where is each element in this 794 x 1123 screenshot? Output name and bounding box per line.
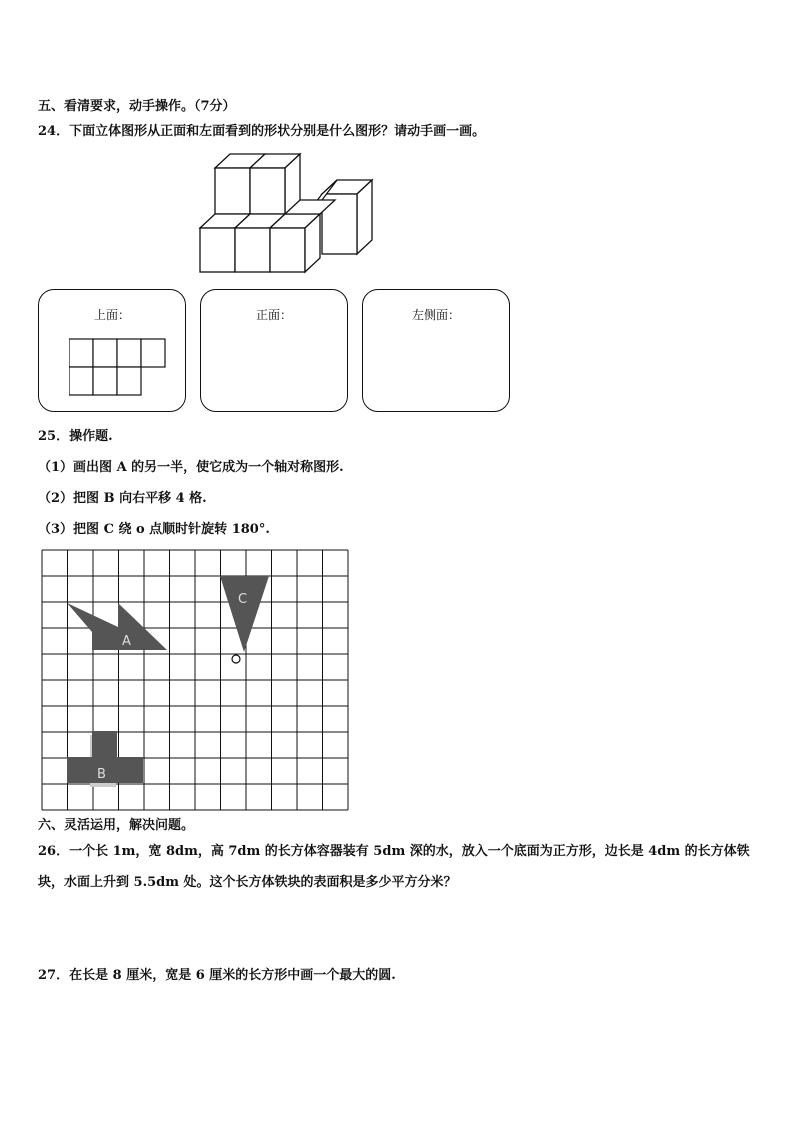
q25-item-2: （2）把图 B 向右平移 4 格. bbox=[38, 491, 207, 506]
shape-b-label: B bbox=[97, 767, 106, 782]
panel-top-view bbox=[38, 289, 186, 412]
transform-grid bbox=[40, 548, 355, 813]
point-o bbox=[232, 655, 240, 663]
section5-heading: 五、看清要求，动手操作。（7分） bbox=[38, 99, 236, 114]
q26-text-line1: 26．一个长 1m，宽 8dm，高 7dm 的长方体容器装有 5dm 深的水，放入一个底面为正方形，边长是 4dm 的长方体铁 bbox=[38, 844, 750, 859]
q27-text: 27．在长是 8 厘米，宽是 6 厘米的长方形中画一个最大的圆. bbox=[38, 968, 396, 983]
q24-prompt: 24．下面立体图形从正面和左面看到的形状分别是什么图形？请动手画一画。 bbox=[38, 124, 486, 139]
cube-figure bbox=[195, 150, 380, 278]
cube-face bbox=[235, 228, 270, 272]
shape-c-label: C bbox=[238, 592, 248, 607]
q25-item-1: （1）画出图 A 的另一半，使它成为一个轴对称图形. bbox=[38, 460, 344, 475]
q26-text-line2: 块，水面上升到 5.5dm 处。这个长方体铁块的表面积是多少平方分米？ bbox=[38, 875, 457, 890]
cube-face bbox=[270, 228, 305, 272]
shape-c bbox=[220, 576, 269, 652]
cube-face bbox=[250, 168, 285, 214]
panel-label: 上面： bbox=[93, 308, 130, 322]
panel-label: 正面： bbox=[255, 308, 292, 322]
cube-face bbox=[357, 180, 372, 254]
q25-title: 25．操作题. bbox=[38, 429, 113, 444]
top-view-grid bbox=[69, 338, 169, 398]
cube-face bbox=[215, 168, 250, 214]
shape-a bbox=[67, 603, 167, 650]
q25-item-3: （3）把图 C 绕 o 点顺时针旋转 180°. bbox=[38, 522, 270, 537]
panel-label: 左侧面： bbox=[411, 308, 460, 322]
panel-left-view bbox=[362, 289, 510, 412]
shape-a-label: A bbox=[122, 634, 131, 649]
cube-face bbox=[200, 228, 235, 272]
panel-front-view bbox=[200, 289, 348, 412]
section6-heading: 六、灵活运用，解决问题。 bbox=[38, 818, 195, 833]
